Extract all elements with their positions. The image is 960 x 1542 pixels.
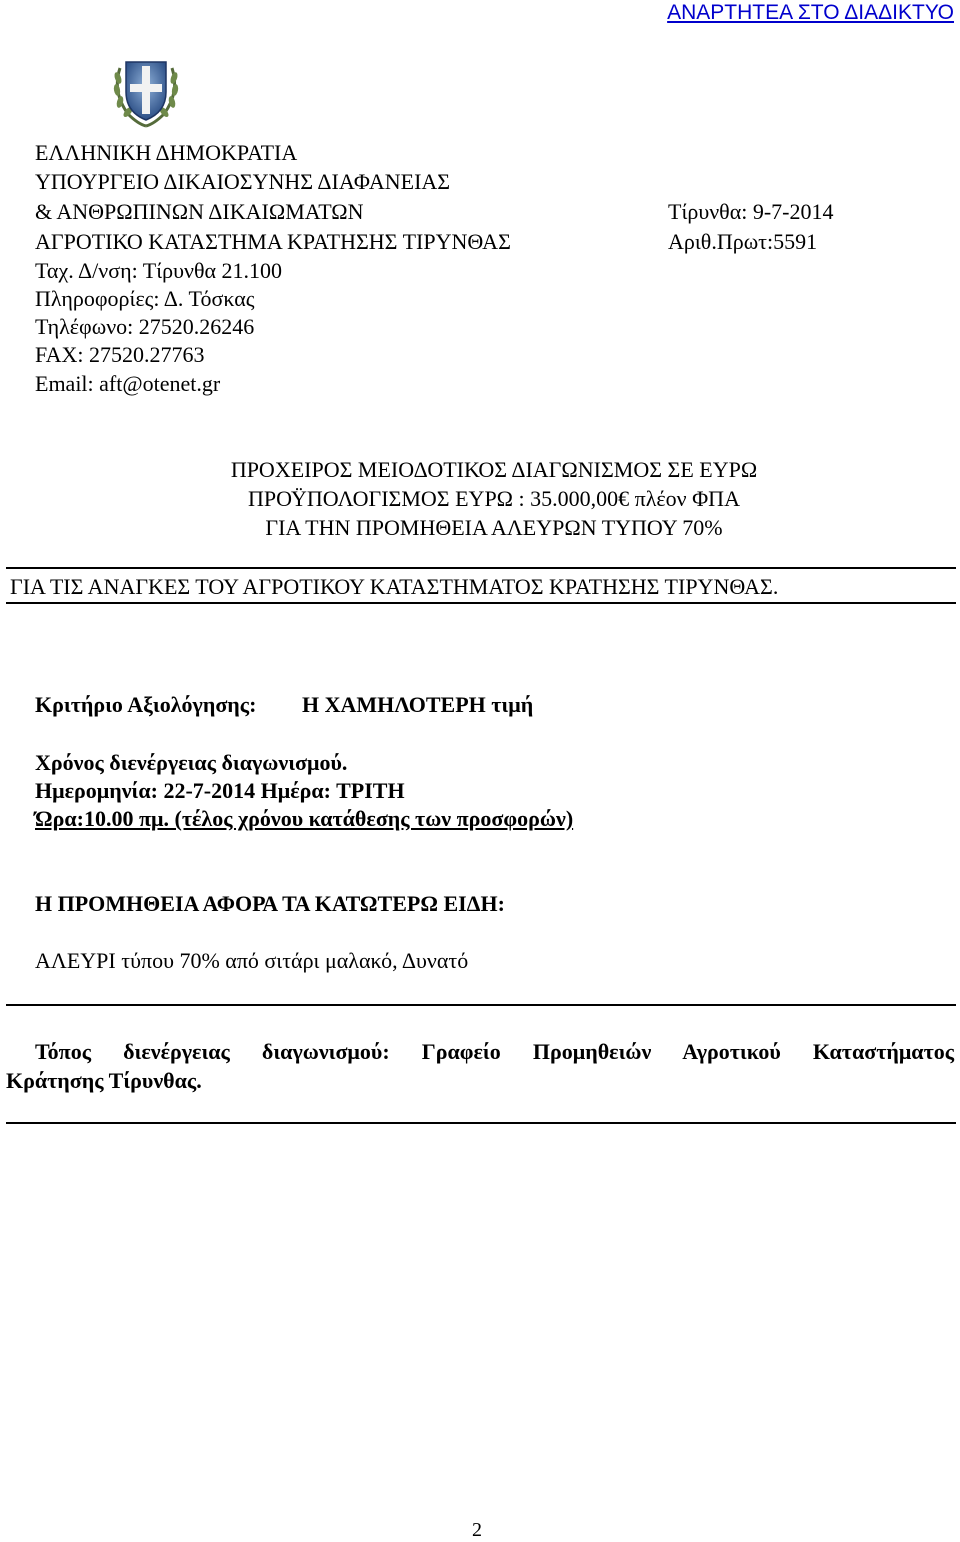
sender-fax: FAX: 27520.27763 [35, 342, 205, 367]
location-line-1: Τόπος διενέργειας διαγωνισμού: Γραφείο Προμηθειών Αγροτικού Καταστήματος [35, 1039, 954, 1064]
title-line-3: ΓΙΑ ΤΗΝ ΠΡΟΜΗΘΕΙΑ ΑΛΕΥΡΩΝ ΤΥΠΟΥ 70% [265, 515, 723, 540]
sender-line-republic: ΕΛΛΗΝΙΚΗ ΔΗΜΟΚΡΑΤΙΑ [35, 140, 298, 165]
schedule-date: Ημερομηνία: 22-7-2014 Ημέρα: ΤΡΙΤΗ [35, 778, 405, 803]
title-line-2: ΠΡΟΫΠΟΛΟΓΙΣΜΟΣ ΕΥΡΩ : 35.000,00€ πλέον ΦΠΑ [248, 486, 740, 511]
sender-line-institution: ΑΓΡΟΤΙΚΟ ΚΑΤΑΣΤΗΜΑ ΚΡΑΤΗΣΗΣ ΤΙΡΥΝΘΑΣ [35, 229, 511, 254]
sender-line-ministry: ΥΠΟΥΡΓΕΙΟ ΔΙΚΑΙΟΣΥΝΗΣ ΔΙΑΦΑΝΕΙΑΣ [35, 169, 451, 194]
items-heading: Η ΠΡΟΜΗΘΕΙΑ ΑΦΟΡΑ ΤΑ ΚΑΤΩΤΕΡΩ ΕΙΔΗ: [35, 891, 505, 916]
divider-line [6, 567, 956, 569]
place-date: Τίρυνθα: 9-7-2014 [668, 199, 834, 224]
item-flour: ΑΛΕΥΡΙ τύπου 70% από σιτάρι μαλακό, Δυνατό [35, 948, 469, 973]
location-line-2: Κράτησης Τίρυνθας. [6, 1068, 202, 1093]
criteria-value: Η ΧΑΜΗΛΟΤΕΡΗ τιμή [302, 692, 534, 717]
schedule-time: Ώρα:10.00 πμ. (τέλος χρόνου κατάθεσης των προσφορών) [35, 806, 574, 831]
sender-address: Ταχ. Δ/νση: Τίρυνθα 21.100 [35, 258, 283, 283]
sender-phone: Τηλέφωνο: 27520.26246 [35, 314, 255, 339]
divider-line [6, 1122, 956, 1124]
sender-line-ministry-cont: & ΑΝΘΡΩΠΙΝΩΝ ΔΙΚΑΙΩΜΑΤΩΝ [35, 199, 364, 224]
title-line-4: ΓΙΑ ΤΙΣ ΑΝΑΓΚΕΣ ΤΟΥ ΑΓΡΟΤΙΚΟΥ ΚΑΤΑΣΤΗΜΑΤΟΣ ΚΡΑΤΗΣΗΣ ΤΙΡΥΝΘΑΣ. [10, 574, 779, 599]
schedule-heading: Χρόνος διενέργειας διαγωνισμού. [35, 750, 348, 775]
post-online-notice[interactable]: ΑΝΑΡΤΗΤΕΑ ΣΤΟ ΔΙΑΔΙΚΤΥΟ [667, 1, 954, 24]
protocol-number: Αριθ.Πρωτ:5591 [668, 229, 818, 254]
divider-line [6, 602, 956, 604]
divider-line [6, 1004, 956, 1006]
sender-info: Πληροφορίες: Δ. Τόσκας [35, 286, 255, 311]
sender-email: Email: aft@otenet.gr [35, 371, 221, 396]
greek-state-emblem-icon [108, 48, 184, 130]
criteria-label: Κριτήριο Αξιολόγησης: [35, 692, 257, 717]
title-line-1: ΠΡΟΧΕΙΡΟΣ ΜΕΙΟΔΟΤΙΚΟΣ ΔΙΑΓΩΝΙΣΜΟΣ ΣΕ ΕΥΡΩ [230, 457, 758, 482]
page-number: 2 [472, 1519, 482, 1541]
